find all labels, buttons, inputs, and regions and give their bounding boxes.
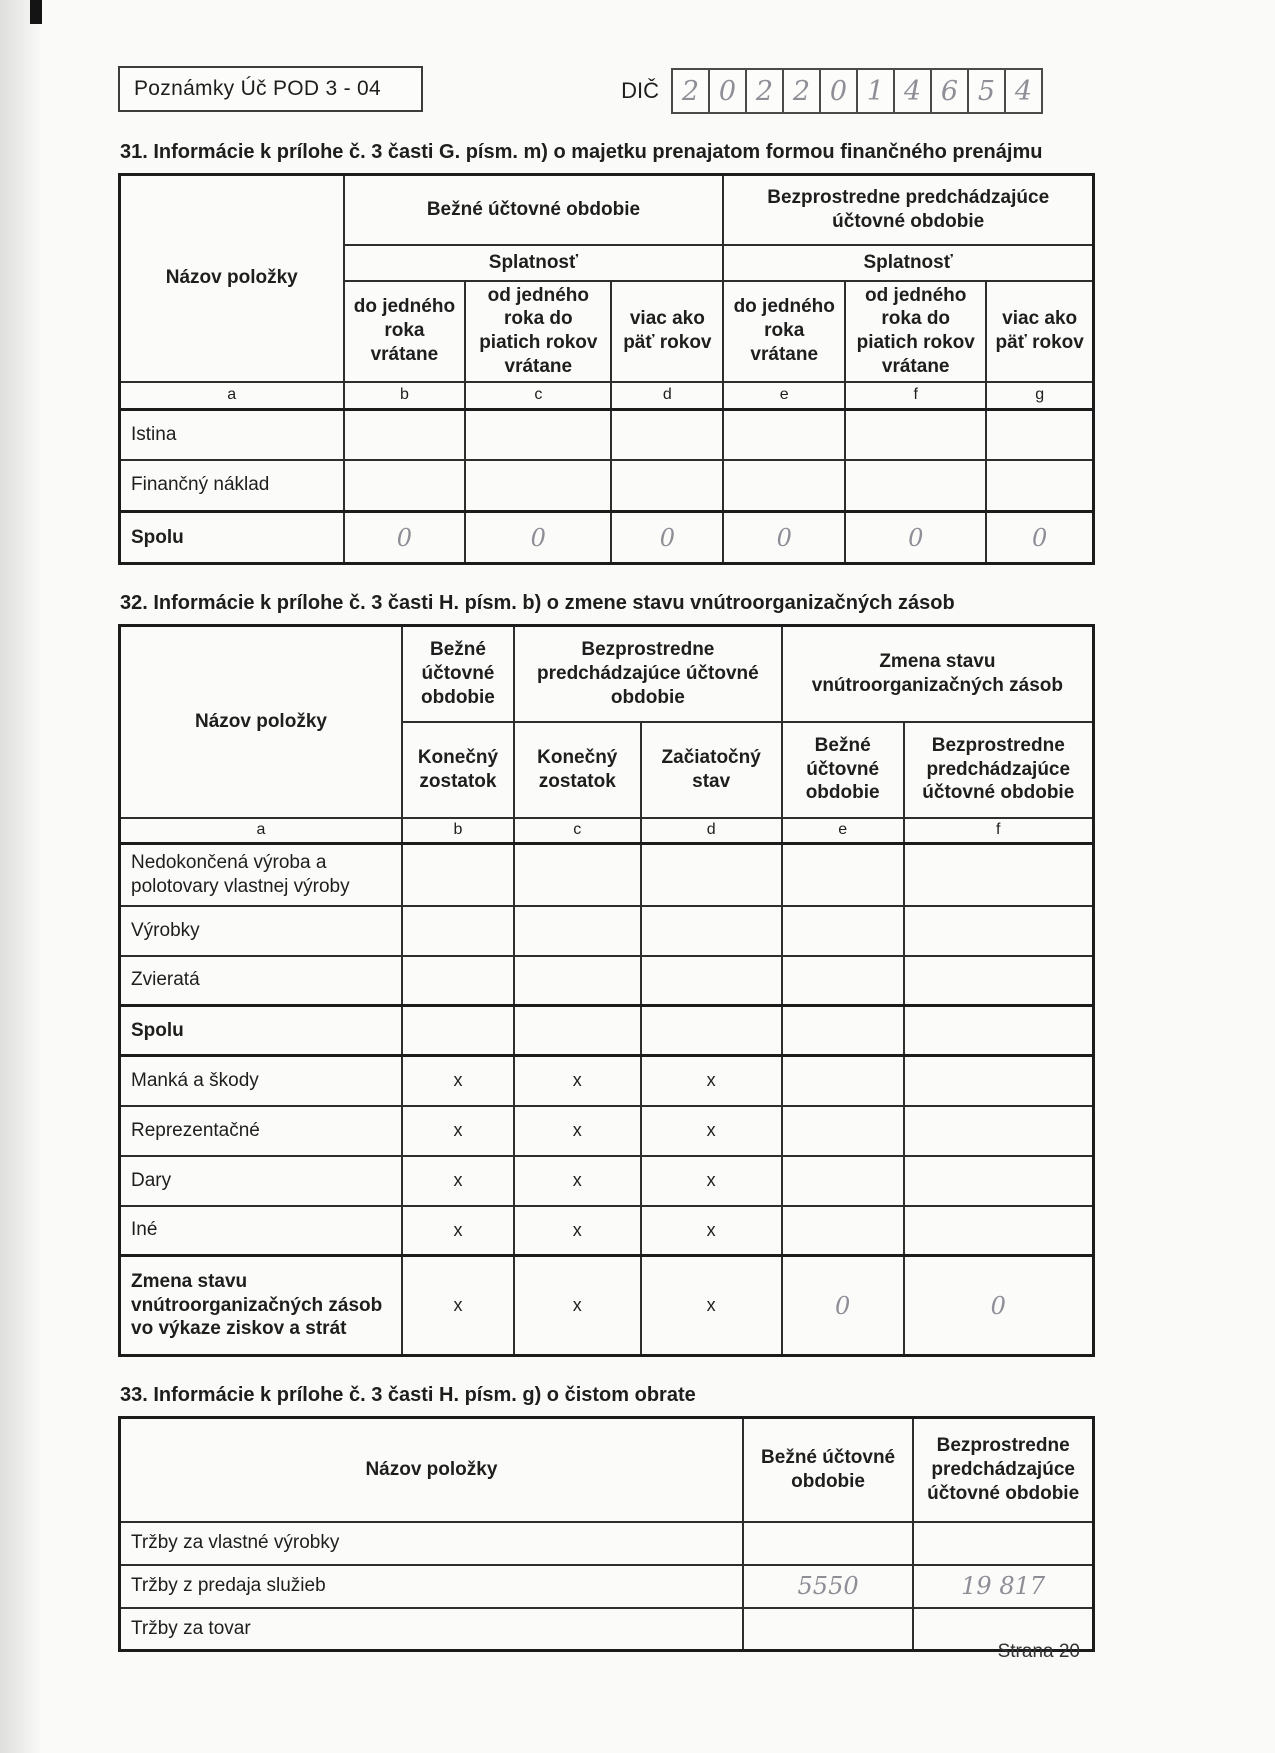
column-letter: b: [402, 818, 514, 844]
header-group-current: Bežné účtovné obdobie: [344, 175, 724, 245]
scan-edge-shadow: [0, 0, 42, 1753]
dic-digit-cell: [784, 70, 821, 112]
x-mark-cell: x: [402, 1056, 514, 1106]
header-nazov-polozky: Názov položky: [120, 175, 344, 382]
column-letter: f: [904, 818, 1094, 844]
table-row: [120, 1206, 1094, 1256]
x-mark-cell: x: [514, 1206, 641, 1256]
dic-digit-cell: [1006, 70, 1041, 112]
value-cell: [402, 1006, 514, 1056]
value-cell: [743, 1608, 913, 1651]
header-col-previous: Bezprostredne predchádzajúce účtovné obdobie: [913, 1418, 1093, 1522]
row-label: Finančný náklad: [120, 460, 344, 512]
header-subcol: viac ako päť rokov: [986, 281, 1093, 382]
handwritten-value: 0: [986, 512, 1093, 564]
value-cell: [611, 460, 723, 512]
dic-digit: 2: [755, 75, 774, 107]
x-mark-cell: x: [514, 1056, 641, 1106]
form-content: [118, 66, 1095, 1652]
column-letter: e: [723, 382, 845, 410]
handwritten-value: 0: [344, 512, 466, 564]
value-cell: [465, 410, 611, 460]
section33-table: [118, 1416, 1095, 1652]
section32-table: [118, 624, 1095, 1357]
x-mark-cell: x: [641, 1256, 782, 1356]
header-group-previous: Bezprostredne predchádzajúce účtovné obdobie: [723, 175, 1093, 245]
x-mark-cell: x: [641, 1156, 782, 1206]
header-group-previous: Bezprostredne predchádzajúce účtovné obdobie: [514, 626, 782, 722]
x-mark-cell: x: [514, 1106, 641, 1156]
table-row: [120, 844, 1094, 906]
value-cell: [723, 410, 845, 460]
column-letter: a: [120, 818, 402, 844]
table-row: [120, 1565, 1094, 1608]
x-mark-cell: x: [514, 1156, 641, 1206]
table-row-total: [120, 1006, 1094, 1056]
value-cell: [402, 844, 514, 906]
column-letter: d: [611, 382, 723, 410]
x-mark-cell: x: [641, 1056, 782, 1106]
row-label: Dary: [120, 1156, 402, 1206]
value-cell: [904, 1056, 1094, 1106]
handwritten-value: 0: [845, 512, 986, 564]
value-cell: [782, 906, 904, 956]
section31-table: [118, 173, 1095, 565]
section33-title: 33. Informácie k prílohe č. 3 časti H. písm. g) o čistom obrate: [120, 1384, 696, 1406]
x-mark-cell: x: [514, 1256, 641, 1356]
header-nazov-polozky: Názov položky: [120, 626, 402, 818]
dic-digit: 6: [940, 75, 959, 107]
header-subcol: do jedného roka vrátane: [723, 281, 845, 382]
table-row: [120, 906, 1094, 956]
column-letter: c: [514, 818, 641, 844]
value-cell: [913, 1522, 1093, 1565]
value-cell: [782, 956, 904, 1006]
section31-title: 31. Informácie k prílohe č. 3 časti G. písm. m) o majetku prenajatom formou finančného prenájmu: [120, 141, 1043, 163]
value-cell: [904, 1106, 1094, 1156]
value-cell: [514, 906, 641, 956]
header-subcol: od jedného roka do piatich rokov vrátane: [465, 281, 611, 382]
value-cell: [641, 956, 782, 1006]
value-cell: [344, 460, 466, 512]
header-nazov-polozky: Názov položky: [120, 1418, 743, 1522]
table-row: [120, 956, 1094, 1006]
column-letter: f: [845, 382, 986, 410]
table-row: [120, 1156, 1094, 1206]
handwritten-value: 0: [723, 512, 845, 564]
value-cell: [904, 906, 1094, 956]
dic-label: DIČ: [621, 78, 659, 103]
dic-digit-cell: [858, 70, 895, 112]
dic-digit-cell: [895, 70, 932, 112]
row-label: Výrobky: [120, 906, 402, 956]
row-label: Tržby za tovar: [120, 1608, 743, 1651]
table-row: [120, 1608, 1094, 1651]
x-mark-cell: x: [402, 1206, 514, 1256]
value-cell: [514, 956, 641, 1006]
header-subcol: Začiatočný stav: [641, 722, 782, 818]
header-subcol: Konečný zostatok: [402, 722, 514, 818]
value-cell: [782, 1006, 904, 1056]
dic-digit: 2: [681, 75, 700, 107]
value-cell: [904, 1156, 1094, 1206]
value-cell: [641, 906, 782, 956]
column-letter: d: [641, 818, 782, 844]
column-letter: c: [465, 382, 611, 410]
value-cell: [641, 1006, 782, 1056]
header-subcol: Konečný zostatok: [514, 722, 641, 818]
column-letter: a: [120, 382, 344, 410]
value-cell: [782, 1106, 904, 1156]
table-row: [120, 1056, 1094, 1106]
dic-digit: 5: [977, 75, 996, 107]
value-cell: [514, 844, 641, 906]
value-cell: [904, 1206, 1094, 1256]
dic-digit: 0: [829, 75, 848, 107]
value-cell: [344, 410, 466, 460]
header-group-change: Zmena stavu vnútroorganizačných zásob: [782, 626, 1094, 722]
row-label: Spolu: [120, 512, 344, 564]
value-cell: [611, 410, 723, 460]
dic-digit-boxes: [671, 68, 1043, 114]
section32-title: 32. Informácie k prílohe č. 3 časti H. písm. b) o zmene stavu vnútroorganizačných zásob: [120, 592, 955, 614]
value-cell: [986, 460, 1093, 512]
column-letter: g: [986, 382, 1093, 410]
row-label: Tržby z predaja služieb: [120, 1565, 743, 1608]
handwritten-value: 5550: [743, 1565, 913, 1608]
value-cell: [904, 844, 1094, 906]
value-cell: [782, 1056, 904, 1106]
dic-digit-cell: [969, 70, 1006, 112]
value-cell: [723, 460, 845, 512]
row-label: Zmena stavu vnútroorganizačných zásob vo výkaze ziskov a strát: [120, 1256, 402, 1356]
table-row: [120, 410, 1094, 460]
table-row: [120, 1522, 1094, 1565]
table-row-total: [120, 1256, 1094, 1356]
dic-digit: 0: [718, 75, 737, 107]
scan-artifact: [30, 0, 42, 24]
dic-digit-cell: [747, 70, 784, 112]
header-group-current: Bežné účtovné obdobie: [402, 626, 514, 722]
form-header: [118, 66, 1095, 114]
dic-digit-cell: [710, 70, 747, 112]
row-label: Spolu: [120, 1006, 402, 1056]
row-label: Manká a škody: [120, 1056, 402, 1106]
value-cell: [514, 1006, 641, 1056]
handwritten-value: 19 817: [913, 1565, 1093, 1608]
dic-field: [621, 68, 1043, 114]
row-label: Reprezentačné: [120, 1106, 402, 1156]
row-label: Istina: [120, 410, 344, 460]
header-subcol: Bezprostredne predchádzajúce účtovné obdobie: [904, 722, 1094, 818]
value-cell: [782, 1206, 904, 1256]
table-row: [120, 460, 1094, 512]
x-mark-cell: x: [641, 1106, 782, 1156]
table-row-total: [120, 512, 1094, 564]
header-splatnost: Splatnosť: [723, 245, 1093, 281]
dic-digit: 2: [792, 75, 811, 107]
value-cell: [904, 956, 1094, 1006]
row-label: Tržby za vlastné výrobky: [120, 1522, 743, 1565]
dic-digit-cell: [932, 70, 969, 112]
value-cell: [904, 1006, 1094, 1056]
value-cell: [402, 906, 514, 956]
dic-digit-cell: [673, 70, 710, 112]
value-cell: [743, 1522, 913, 1565]
value-cell: [845, 410, 986, 460]
x-mark-cell: x: [402, 1106, 514, 1156]
handwritten-value: 0: [782, 1256, 904, 1356]
handwritten-value: 0: [465, 512, 611, 564]
dic-digit-cell: [821, 70, 858, 112]
value-cell: [641, 844, 782, 906]
table-row: [120, 1106, 1094, 1156]
handwritten-value: 0: [904, 1256, 1094, 1356]
page-number: Strana 20: [997, 1641, 1080, 1662]
value-cell: [986, 410, 1093, 460]
header-subcol: do jedného roka vrátane: [344, 281, 466, 382]
x-mark-cell: x: [402, 1256, 514, 1356]
value-cell: [845, 460, 986, 512]
handwritten-value: 0: [611, 512, 723, 564]
value-cell: [782, 844, 904, 906]
row-label: Zvieratá: [120, 956, 402, 1006]
dic-digit: 4: [903, 75, 922, 107]
dic-digit: 1: [866, 75, 885, 107]
header-subcol: Bežné účtovné obdobie: [782, 722, 904, 818]
dic-digit: 4: [1014, 75, 1033, 107]
column-letter: e: [782, 818, 904, 844]
header-splatnost: Splatnosť: [344, 245, 724, 281]
form-code-label: Poznámky Úč POD 3 - 04: [134, 77, 382, 100]
x-mark-cell: x: [641, 1206, 782, 1256]
value-cell: [402, 956, 514, 1006]
header-col-current: Bežné účtovné obdobie: [743, 1418, 913, 1522]
column-letter: b: [344, 382, 466, 410]
form-code-box: [118, 66, 423, 112]
value-cell: [782, 1156, 904, 1206]
x-mark-cell: x: [402, 1156, 514, 1206]
value-cell: [465, 460, 611, 512]
header-subcol: od jedného roka do piatich rokov vrátane: [845, 281, 986, 382]
header-subcol: viac ako päť rokov: [611, 281, 723, 382]
row-label: Nedokončená výroba a polotovary vlastnej výroby: [120, 844, 402, 906]
row-label: Iné: [120, 1206, 402, 1256]
